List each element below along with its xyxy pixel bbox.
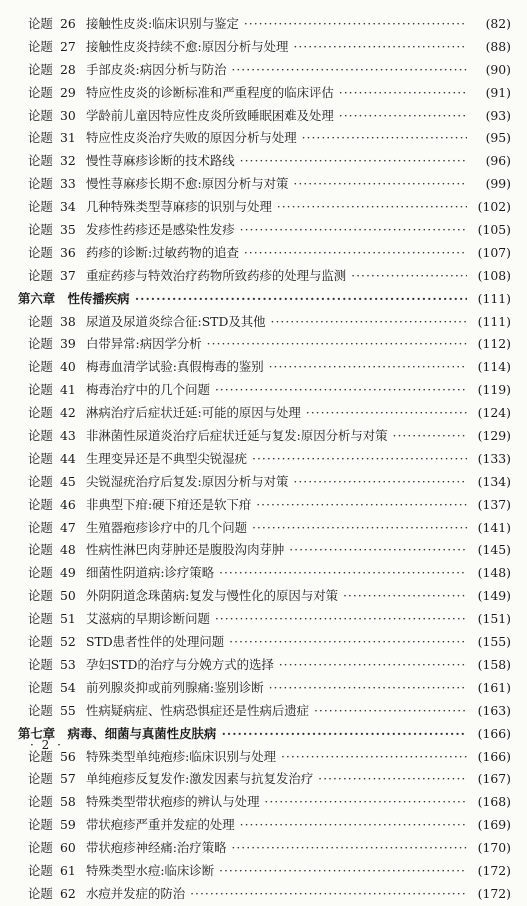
topic-number: 59: [60, 817, 76, 833]
page-ref: (167): [467, 768, 511, 791]
page-ref: (166): [467, 723, 511, 746]
topic-title: 手部皮炎:病因分析与防治 ·····: [86, 59, 469, 82]
toc-entry: [0, 539, 527, 562]
toc-entry: [0, 356, 527, 379]
topic-number: 50: [60, 588, 76, 604]
topic-number: 52: [60, 634, 76, 650]
topic-title: STD患者性伴的处理问题 ·····: [86, 631, 469, 654]
topic-number: 53: [60, 656, 76, 672]
topic-number: 60: [60, 840, 76, 856]
topic-title: 慢性荨麻疹诊断的技术路线 ·····: [86, 150, 469, 173]
topic-label: 论题: [28, 428, 53, 444]
topic-label: 论题: [28, 153, 53, 169]
toc-entry: [0, 425, 527, 448]
topic-title: 生理变异还是不典型尖锐湿疣 ·····: [86, 448, 469, 471]
toc-entry: [0, 631, 527, 654]
topic-title: 性病疑病症、性病恐惧症还是性病后遗症 ·····: [86, 700, 469, 723]
toc-entry: [0, 333, 527, 356]
toc-entry: [0, 860, 527, 883]
page-ref: (112): [467, 333, 511, 356]
page-ref: (90): [467, 59, 511, 82]
topic-title: 学龄前儿童因特应性皮炎所致睡眠困难及处理 ·····: [86, 105, 469, 128]
topic-title: 特殊类型水痘:临床诊断 ·····: [86, 860, 469, 883]
page-ref: (107): [467, 242, 511, 265]
topic-label: 论题: [28, 611, 53, 627]
topic-label: 论题: [28, 679, 53, 695]
topic-title: 前列腺炎抑或前列腺痛:鉴别诊断 ·····: [86, 677, 469, 700]
topic-number: 27: [60, 38, 76, 54]
topic-number: 41: [60, 382, 76, 398]
topic-title: 外阴阴道念珠菌病:复发与慢性化的原因与对策 ·····: [86, 585, 469, 608]
topic-label: 论题: [28, 519, 53, 535]
toc-entry: [0, 13, 527, 36]
topic-number: 30: [60, 107, 76, 123]
topic-label: 论题: [28, 16, 53, 31]
topic-label: 论题: [28, 199, 53, 215]
toc-entry: [0, 883, 527, 906]
topic-label: 论题: [28, 222, 53, 238]
page-ref: (169): [467, 814, 511, 837]
page-ref: (163): [467, 700, 511, 723]
topic-title: 梅毒血清学试验:真假梅毒的鉴别 ·····: [86, 356, 469, 379]
topic-number: 34: [60, 199, 76, 215]
topic-label: 论题: [28, 702, 53, 718]
topic-label: 论题: [28, 473, 53, 489]
toc-entry: [0, 654, 527, 677]
topic-title: 发疹性药疹还是感染性发疹 ·····: [86, 219, 469, 242]
toc-entry: [0, 219, 527, 242]
topic-title: 特殊类型带状疱疹的辨认与处理 ·····: [86, 791, 469, 814]
toc-entry: [0, 379, 527, 402]
page-ref: (172): [467, 883, 511, 906]
topic-label: 论题: [28, 885, 53, 901]
page-ref: (168): [467, 791, 511, 814]
topic-label: 论题: [28, 748, 53, 764]
page-ref: (105): [467, 219, 511, 242]
topic-label: 论题: [28, 565, 53, 581]
page-ref: (145): [467, 539, 511, 562]
topic-number: 33: [60, 176, 76, 192]
topic-label: 论题: [28, 176, 53, 192]
page-ref: (119): [467, 379, 511, 402]
topic-number: 58: [60, 794, 76, 810]
topic-title: 单纯疱疹反复发作:激发因素与抗复发治疗 ·····: [86, 768, 469, 791]
topic-title: 梅毒治疗中的几个问题 ·····: [86, 379, 469, 402]
toc-entry: [0, 127, 527, 150]
topic-number: 61: [60, 862, 76, 878]
topic-label: 论题: [28, 107, 53, 123]
topic-number: 39: [60, 336, 76, 352]
topic-number: 28: [60, 61, 76, 77]
topic-title: 药疹的诊断:过敏药物的追查 ·····: [86, 242, 469, 265]
toc-entry: [0, 677, 527, 700]
topic-label: 论题: [28, 313, 53, 329]
toc-entry: [0, 608, 527, 631]
topic-number: 57: [60, 771, 76, 787]
page-ref: (88): [467, 36, 511, 59]
page-ref: (158): [467, 654, 511, 677]
page-ref: (111): [467, 288, 511, 311]
topic-title: 性病性淋巴肉芽肿还是腹股沟肉芽肿 ·····: [86, 539, 469, 562]
topic-label: 论题: [28, 130, 53, 146]
topic-label: 论题: [28, 588, 53, 604]
topic-number: 36: [60, 244, 76, 260]
topic-number: 47: [60, 519, 76, 535]
toc-entry: [0, 173, 527, 196]
topic-number: 46: [60, 496, 76, 512]
topic-label: 论题: [28, 794, 53, 810]
toc-entry: [0, 700, 527, 723]
topic-number: 44: [60, 450, 76, 466]
topic-title: 重症药疹与特效治疗药物所致药疹的处理与监测 ·····: [86, 265, 469, 288]
topic-title: 慢性荨麻疹长期不愈:原因分析与对策 ·····: [86, 173, 469, 196]
page-ref: (108): [467, 265, 511, 288]
topic-label: 论题: [28, 542, 53, 558]
toc-entry: [0, 36, 527, 59]
topic-title: 几种特殊类型荨麻疹的识别与处理 ·····: [86, 196, 469, 219]
page-ref: (148): [467, 562, 511, 585]
page-ref: (111): [467, 311, 511, 334]
topic-title: 非淋菌性尿道炎治疗后症状迁延与复发:原因分析与对策 ·····: [86, 425, 469, 448]
page-ref: (93): [467, 105, 511, 128]
toc-entry: [0, 448, 527, 471]
topic-label: 论题: [28, 61, 53, 77]
topic-number: 26: [60, 16, 76, 31]
toc-entry: [0, 59, 527, 82]
topic-title: 特应性皮炎的诊断标准和严重程度的临床评估 ·····: [86, 82, 469, 105]
toc-entry: [0, 242, 527, 265]
topic-label: 论题: [28, 450, 53, 466]
topic-title: 水痘并发症的防治 ·····: [86, 883, 469, 906]
page-ref: (141): [467, 517, 511, 540]
page-ref: (82): [467, 13, 511, 36]
page-ref: (161): [467, 677, 511, 700]
topic-label: 论题: [28, 382, 53, 398]
chapter-heading: [0, 288, 527, 311]
chapter-title: 第七章 病毒、细菌与真菌性皮肤病 ·····: [18, 723, 469, 746]
topic-label: 论题: [28, 771, 53, 787]
page-ref: (91): [467, 82, 511, 105]
topic-number: 51: [60, 611, 76, 627]
page-ref: (172): [467, 860, 511, 883]
topic-number: 43: [60, 428, 76, 444]
page-ref: (134): [467, 471, 511, 494]
toc-entry: [0, 105, 527, 128]
topic-label: 论题: [28, 359, 53, 375]
topic-title: 接触性皮炎:临床识别与鉴定 ·····: [86, 13, 469, 36]
page-ref: (149): [467, 585, 511, 608]
page-ref: (96): [467, 150, 511, 173]
topic-title: 非典型下疳:硬下疳还是软下疳 ·····: [86, 494, 469, 517]
topic-number: 48: [60, 542, 76, 558]
topic-number: 54: [60, 679, 76, 695]
topic-number: 37: [60, 267, 76, 283]
toc-entry: [0, 517, 527, 540]
toc-entry: [0, 562, 527, 585]
topic-label: 论题: [28, 634, 53, 650]
topic-label: 论题: [28, 267, 53, 283]
topic-title: 白带异常:病因学分析 ·····: [86, 333, 469, 356]
topic-number: 38: [60, 313, 76, 329]
topic-number: 49: [60, 565, 76, 581]
topic-number: 31: [60, 130, 76, 146]
topic-number: 56: [60, 748, 76, 764]
page-ref: (114): [467, 356, 511, 379]
topic-title: 细菌性阴道病:诊疗策略 ·····: [86, 562, 469, 585]
page-ref: (133): [467, 448, 511, 471]
toc-entry: [0, 471, 527, 494]
topic-title: 带状疱疹严重并发症的处理 ·····: [86, 814, 469, 837]
page-ref: (137): [467, 494, 511, 517]
chapter-heading: [0, 723, 527, 746]
topic-label: 论题: [28, 862, 53, 878]
topic-number: 32: [60, 153, 76, 169]
topic-title: 接触性皮炎持续不愈:原因分析与处理 ·····: [86, 36, 469, 59]
topic-number: 35: [60, 222, 76, 238]
topic-label: 论题: [28, 405, 53, 421]
topic-label: 论题: [28, 336, 53, 352]
topic-label: 论题: [28, 38, 53, 54]
topic-label: 论题: [28, 817, 53, 833]
topic-label: 论题: [28, 840, 53, 856]
page-ref: (95): [467, 127, 511, 150]
topic-number: 42: [60, 405, 76, 421]
topic-title: 尖锐湿疣治疗后复发:原因分析与对策 ·····: [86, 471, 469, 494]
toc-entry: [0, 196, 527, 219]
toc-entry: [0, 311, 527, 334]
toc-entry: [0, 494, 527, 517]
toc-entry: [0, 82, 527, 105]
page-ref: (129): [467, 425, 511, 448]
page-ref: (124): [467, 402, 511, 425]
topic-number: 29: [60, 84, 76, 100]
toc-entry: [0, 402, 527, 425]
topic-number: 55: [60, 702, 76, 718]
topic-label: 论题: [28, 84, 53, 100]
toc-entry: [0, 265, 527, 288]
topic-title: 带状疱疹神经痛:治疗策略 ·····: [86, 837, 469, 860]
topic-title: 孕妇STD的治疗与分娩方式的选择 ·····: [86, 654, 469, 677]
topic-title: 艾滋病的早期诊断问题 ·····: [86, 608, 469, 631]
page-ref: (170): [467, 837, 511, 860]
page-ref: (155): [467, 631, 511, 654]
page-number: · 2 ·: [30, 738, 63, 752]
toc-entry: [0, 837, 527, 860]
chapter-title: 第六章 性传播疾病 ·····: [18, 288, 469, 311]
topic-label: 论题: [28, 656, 53, 672]
page-ref: (151): [467, 608, 511, 631]
topic-title: 特应性皮炎治疗失败的原因分析与处理 ·····: [86, 127, 469, 150]
topic-title: 生殖器疱疹诊疗中的几个问题 ·····: [86, 517, 469, 540]
toc-entry: [0, 585, 527, 608]
toc-entry: [0, 746, 527, 769]
topic-title: 特殊类型单纯疱疹:临床识别与处理 ·····: [86, 746, 469, 769]
topic-label: 论题: [28, 244, 53, 260]
toc-entry: [0, 814, 527, 837]
topic-label: 论题: [28, 496, 53, 512]
page-ref: (99): [467, 173, 511, 196]
topic-number: 45: [60, 473, 76, 489]
topic-title: 尿道及尿道炎综合征:STD及其他 ·····: [86, 311, 469, 334]
toc-entry: [0, 150, 527, 173]
topic-number: 40: [60, 359, 76, 375]
page-ref: (166): [467, 746, 511, 769]
topic-number: 62: [60, 885, 76, 901]
toc-entry: [0, 791, 527, 814]
topic-title: 淋病治疗后症状迁延:可能的原因与处理 ·····: [86, 402, 469, 425]
page-ref: (102): [467, 196, 511, 219]
